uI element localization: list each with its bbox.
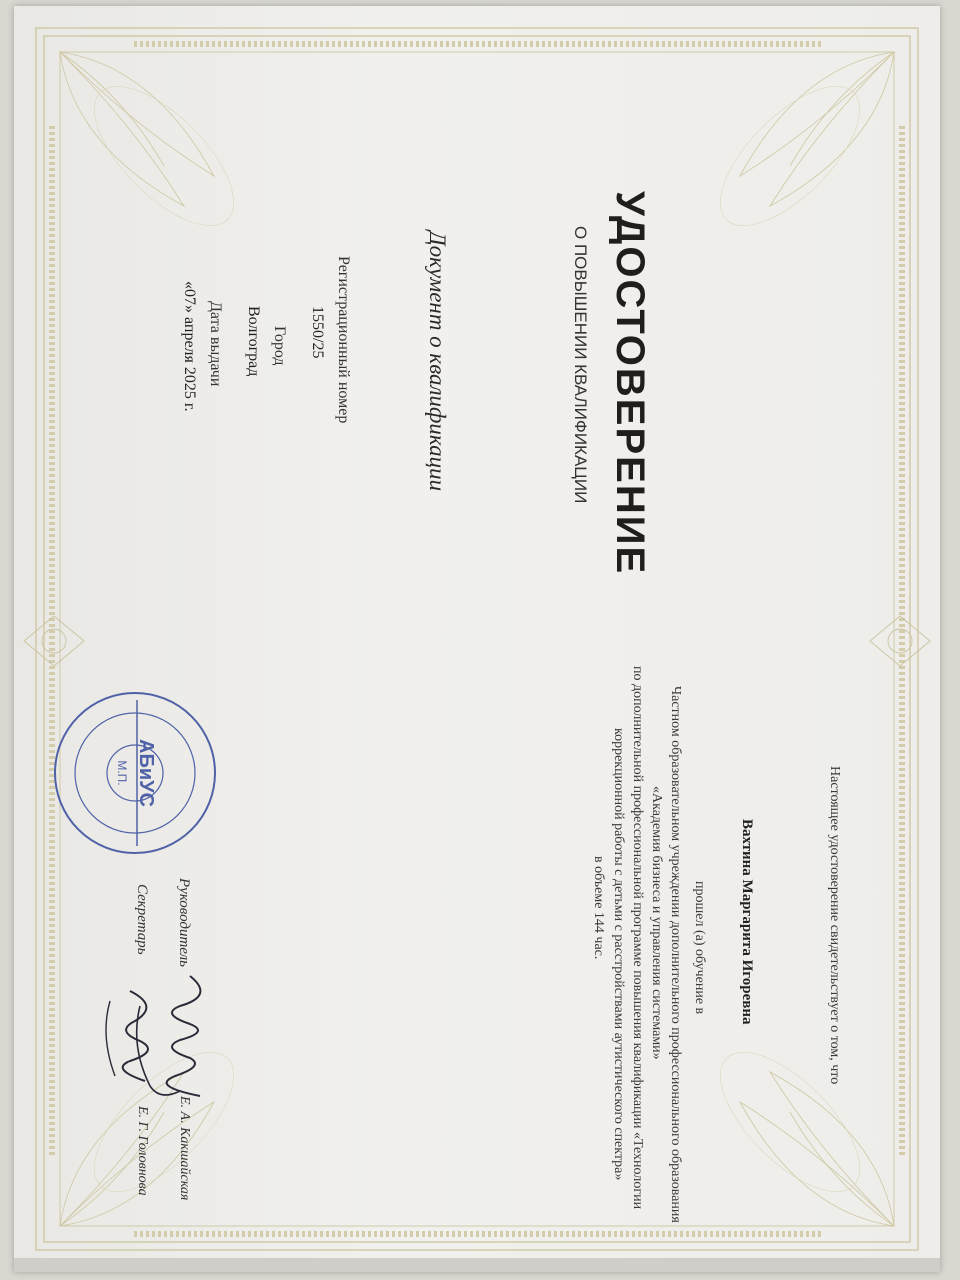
city-label: Город xyxy=(271,326,288,366)
program-line-1: по дополнительной профессиональной программе повышения квалификации «Технологии xyxy=(630,666,645,1210)
hours-text: в объеме 144 час. xyxy=(591,856,606,960)
reg-number-label: Регистрационный номер xyxy=(335,256,352,424)
document-kind: Документ о квалификации xyxy=(425,231,450,492)
reg-number: 1550/25 xyxy=(309,306,326,359)
stamp-initials: М.П. xyxy=(115,760,129,786)
stamp-center-text: АБиУС xyxy=(135,739,157,807)
secretary-name: Е. Г. Головнова xyxy=(135,1106,150,1196)
secretary-signature xyxy=(90,981,170,1091)
issue-date: «07» апреля 2025 г. xyxy=(181,281,198,412)
certificate-title: УДОСТОВЕРЕНИЕ xyxy=(608,191,652,576)
secretary-role: Секретарь xyxy=(134,884,150,955)
official-stamp xyxy=(47,686,222,861)
institution-line-2: «Академия бизнеса и управления системами» xyxy=(649,786,664,1060)
completed-text: прошел (а) обучение в xyxy=(692,881,707,1015)
institution-line-1: Частном образовательном учреждении дополнительного профессионального образования xyxy=(668,686,683,1223)
head-role: Руководитель xyxy=(176,878,192,967)
city: Волгоград xyxy=(245,306,262,377)
intro-text: Настоящее удостоверение свидетельствует о том, что xyxy=(827,766,842,1085)
certificate-subtitle: О ПОВЫШЕНИИ КВАЛИФИКАЦИИ xyxy=(571,226,590,504)
issue-date-label: Дата выдачи xyxy=(207,301,224,387)
program-line-2: коррекционной работы с детьми с расстройствами аутистического спектра» xyxy=(611,728,626,1181)
certificate-content xyxy=(14,6,940,1272)
head-name: Е. А. Какшайская xyxy=(177,1096,192,1201)
recipient-name: Вахтина Маргарита Игоревна xyxy=(739,819,755,1025)
